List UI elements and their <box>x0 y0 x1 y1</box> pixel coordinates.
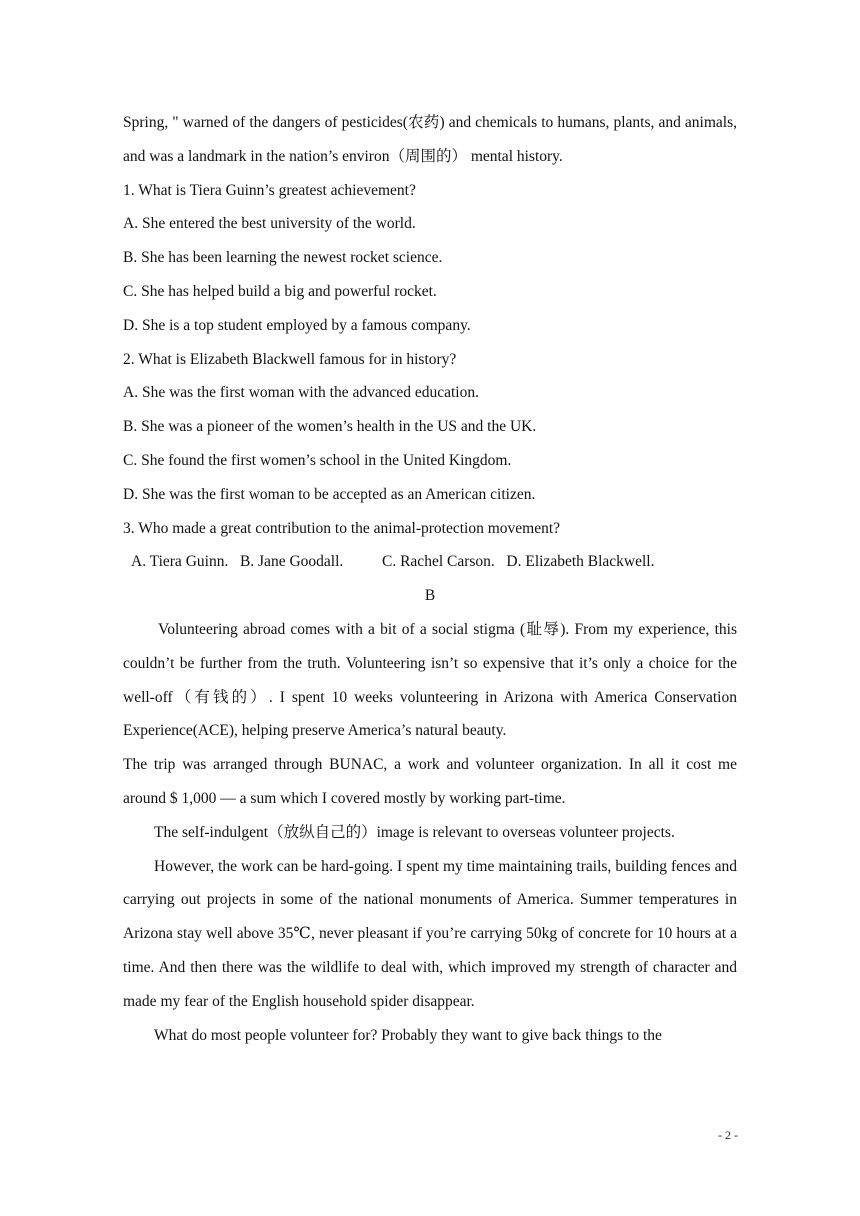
question-2-option-d: D. She was the first woman to be accepted as an American citizen. <box>123 485 536 503</box>
page-number: - 2 - <box>718 1128 738 1142</box>
page-content <box>123 106 737 1052</box>
passage-paragraph-3: The self-indulgent（放纵自己的）image is relevant to overseas volunteer projects. <box>154 823 675 841</box>
section-label: B <box>424 587 436 605</box>
question-1-option-c: C. She has helped build a big and powerful rocket. <box>123 282 437 300</box>
question-1-stem: 1. What is Tiera Guinn’s greatest achievement? <box>123 181 416 199</box>
question-1-option-a: A. She entered the best university of the world. <box>123 215 416 233</box>
passage-paragraph-1: Volunteering abroad comes with a bit of a social stigma (耻辱). From my experience, this couldn’t be further from the truth. Volunteering isn’t so expensive that it’s only a choice for the well-off（有钱的）. I spent 10 weeks volunteering in Arizona with America Conservation Experience(ACE), helping preserve America’s natural beauty. <box>123 620 737 740</box>
question-1-option-b: B. She has been learning the newest rocket science. <box>123 249 443 267</box>
question-3-stem: 3. Who made a great contribution to the animal-protection movement? <box>123 519 561 537</box>
question-2-option-b: B. She was a pioneer of the women’s health in the US and the UK. <box>123 418 537 436</box>
passage-paragraph-5: What do most people volunteer for? Probably they want to give back things to the <box>154 1026 662 1044</box>
question-1-option-d: D. She is a top student employed by a famous company. <box>123 316 471 334</box>
intro-paragraph: Spring, " warned of the dangers of pesticides(农药) and chemicals to humans, plants, and animals, and was a landmark in the nation’s environ（周围的） mental history. <box>123 114 737 165</box>
question-2-stem: 2. What is Elizabeth Blackwell famous for in history? <box>123 350 457 368</box>
passage-paragraph-2: The trip was arranged through BUNAC, a work and volunteer organization. In all it cost me around $ 1,000 — a sum which I covered mostly by working part-time. <box>123 756 737 807</box>
question-2-option-a: A. She was the first woman with the advanced education. <box>123 384 479 402</box>
question-2-option-c: C. She found the first women’s school in the United Kingdom. <box>123 451 512 469</box>
question-3-options: A. Tiera Guinn. B. Jane Goodall. C. Rachel Carson. D. Elizabeth Blackwell. <box>131 553 655 571</box>
passage-paragraph-4: However, the work can be hard-going. I spent my time maintaining trails, building fences and carrying out projects in some of the national monuments of America. Summer temperatures in Arizona stay well above 35℃, never pleasant if you’re carrying 50kg of concrete for 10 hours at a time. And then there was the wildlife to deal with, which improved my strength of character and made my fear of the English household spider disappear. <box>123 857 737 1010</box>
